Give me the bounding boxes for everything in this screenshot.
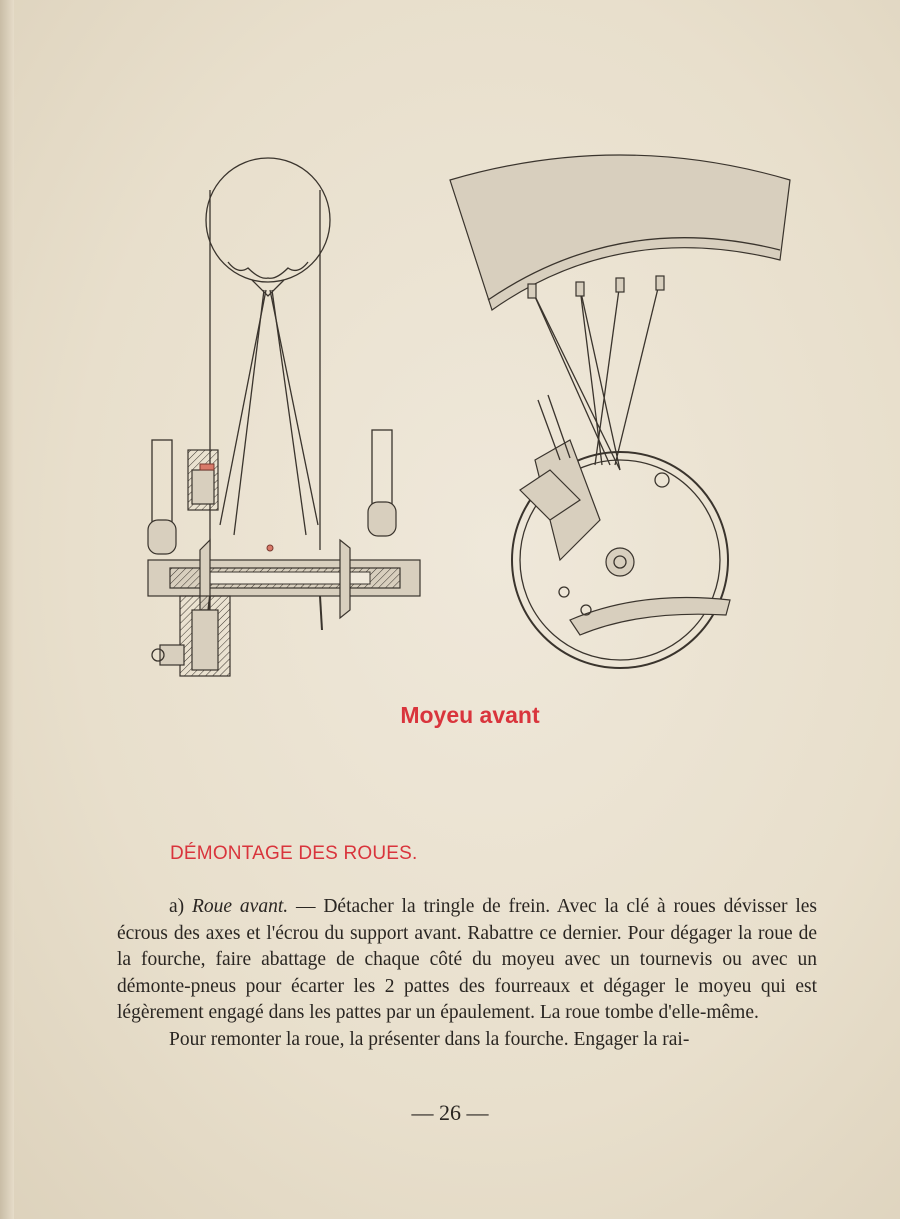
body-text	[117, 894, 817, 1053]
page-binding-edge	[0, 0, 14, 1219]
paragraph-remonter: Pour remonter la roue, la présenter dans la fourche. Engager la rai-	[169, 1028, 690, 1050]
hub-illustration	[140, 140, 820, 700]
paragraph-roue-avant	[117, 894, 817, 1027]
front-hub-drawings	[140, 140, 820, 700]
section-heading: DÉMONTAGE DES ROUES.	[170, 843, 418, 864]
front-hub-cross-section-drawing	[148, 158, 420, 676]
paragraph-label: a)	[169, 896, 192, 917]
paragraph-text: — Détacher la tringle de frein. Avec la clé à roues dévisser les écrous des axes et l'écrou du support avant. Rabattre ce dernier. Pour dégager la roue de la fourche, faire abattage de chaque côté du moyeu avec un tournevis ou avec un démonte-pneus pour écarter les 2 pattes des fourreaux et dégager le moyeu qui est légèrement engagé dans les pattes par un épaulement. La roue tombe d'elle-même.	[117, 896, 817, 1023]
front-wheel-brake-drum-drawing	[450, 155, 790, 668]
page-number: — 26 —	[411, 1100, 489, 1125]
paragraph-emphasis: Roue avant.	[192, 896, 289, 917]
figure-caption: Moyeu avant	[400, 702, 540, 728]
